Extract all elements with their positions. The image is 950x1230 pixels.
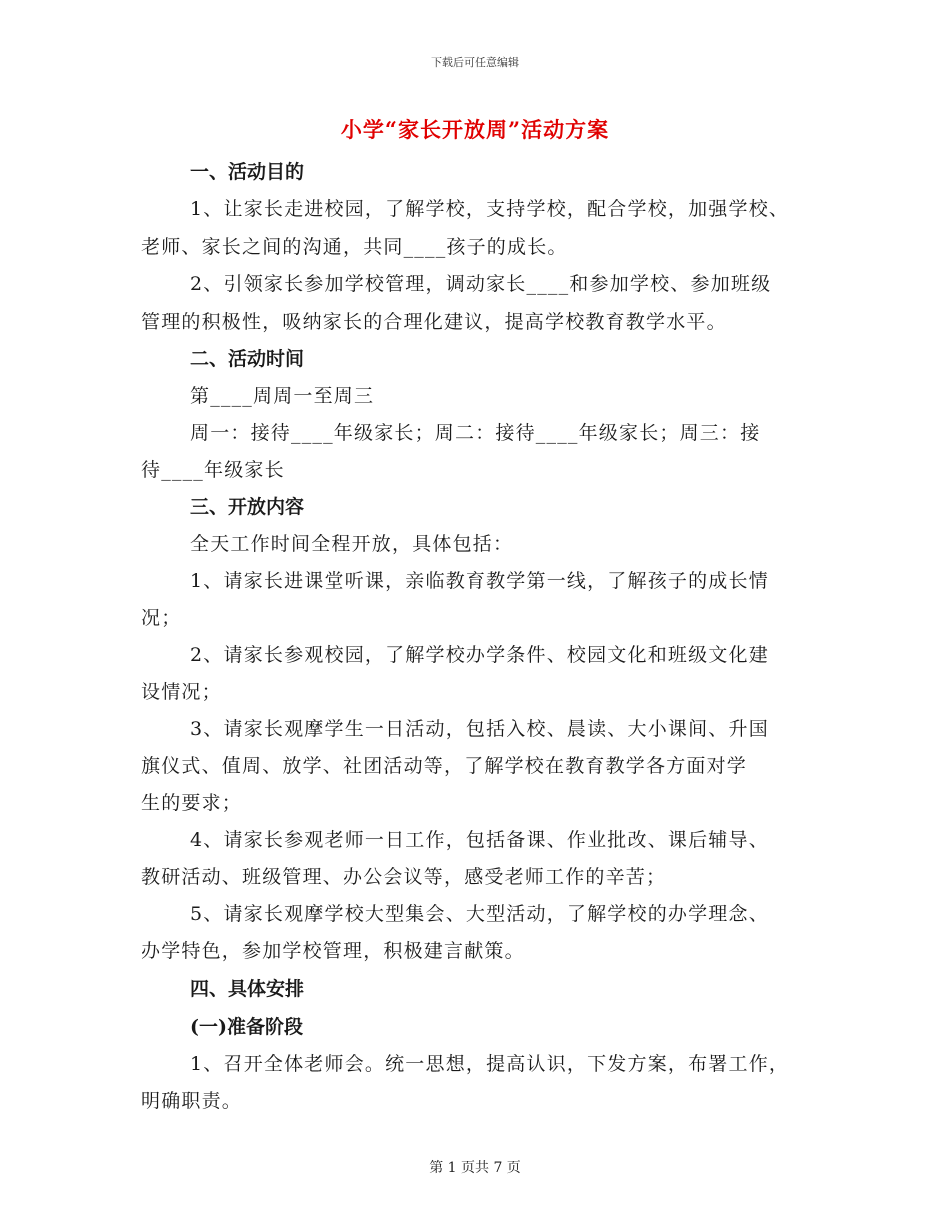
paragraph-line: 办学特色，参加学校管理，积极建言献策。: [141, 940, 525, 962]
paragraph-line: 全天工作时间全程开放，具体包括：: [190, 533, 514, 555]
section-heading-purpose: 一、活动目的: [190, 161, 305, 183]
section-heading-arrangement: 四、具体安排: [190, 978, 305, 1000]
document-title: 小学“家长开放周”活动方案: [340, 117, 610, 142]
paragraph-line: 2、请家长参观校园，了解学校办学条件、校园文化和班级文化建: [190, 644, 769, 666]
paragraph-line: 明确职责。: [141, 1090, 243, 1112]
paragraph-line: 5、请家长观摩学校大型集会、大型活动，了解学校的办学理念、: [190, 903, 769, 925]
paragraph-line: 待____年级家长: [141, 459, 285, 481]
paragraph-line: 2、引领家长参加学校管理，调动家长____和参加学校、参加班级: [190, 273, 772, 295]
paragraph-line: 管理的积极性，吸纳家长的合理化建议，提高学校教育教学水平。: [141, 311, 727, 333]
paragraph-line: 教研活动、班级管理、办公会议等，感受老师工作的辛苦；: [141, 866, 667, 888]
paragraph-line: 况；: [141, 607, 182, 629]
paragraph-line: 设情况；: [141, 681, 222, 703]
page-footer: 第 1 页共 7 页: [429, 1160, 521, 1176]
paragraph-line: 3、请家长观摩学生一日活动，包括入校、晨读、大小课间、升国: [190, 718, 769, 740]
paragraph-line: 4、请家长参观老师一日工作，包括备课、作业批改、课后辅导、: [190, 829, 769, 851]
paragraph-line: 1、召开全体老师会。统一思想，提高认识，下发方案，布署工作，: [190, 1053, 790, 1075]
paragraph-line: 旗仪式、值周、放学、社团活动等，了解学校在教育教学各方面对学: [141, 755, 748, 777]
paragraph-line: 1、请家长进课堂听课，亲临教育教学第一线，了解孩子的成长情: [190, 570, 769, 592]
paragraph-line: 老师、家长之间的沟通，共同____孩子的成长。: [141, 236, 568, 258]
paragraph-line: 第____周周一至周三: [190, 385, 375, 407]
paragraph-line: 1、让家长走进校园，了解学校，支持学校，配合学校，加强学校、: [190, 198, 790, 220]
page-header: 下载后可任意编辑: [431, 56, 519, 69]
subsection-heading-preparation: (一)准备阶段: [190, 1016, 303, 1038]
section-heading-time: 二、活动时间: [190, 348, 305, 370]
paragraph-line: 周一：接待____年级家长；周二：接待____年级家长；周三：接: [190, 422, 761, 444]
paragraph-line: 生的要求；: [141, 792, 243, 814]
section-heading-content: 三、开放内容: [190, 496, 305, 518]
